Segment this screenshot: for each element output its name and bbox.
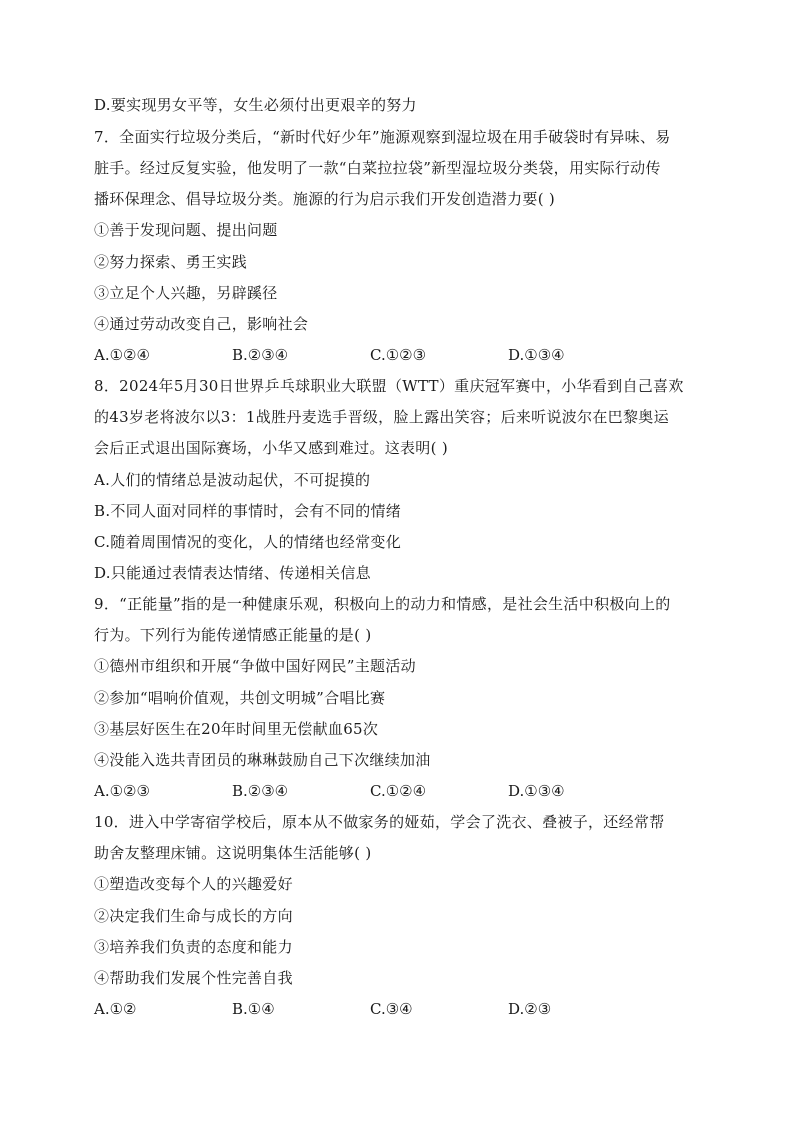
q7-statement-2: ②努力探索、勇王实践 <box>94 253 248 271</box>
prev-option-d: D.要实现男女平等，女生必须付出更艰辛的努力 <box>94 96 417 114</box>
q9-statement-3: ③基层好医生在20年时间里无偿献血65次 <box>94 720 379 738</box>
q9-option-a: A.①②③ <box>94 782 150 800</box>
q8-stem-line-2: 的43岁老将波尔以3：1战胜丹麦选手晋级，脸上露出笑容；后来听说波尔在巴黎奥运 <box>94 408 669 426</box>
q7-stem-line-1: 7．全面实行垃圾分类后，“新时代好少年”施源观察到湿垃圾在用手破袋时有异味、易 <box>94 128 671 146</box>
q7-stem-line-3: 播环保理念、倡导垃圾分类。施源的行为启示我们开发创造潜力要( ) <box>94 190 556 208</box>
q9-stem-line-1: 9．“正能量”指的是一种健康乐观，积极向上的动力和情感，是社会生活中积极向上的 <box>94 595 671 613</box>
q9-statement-2: ②参加“唱响价值观，共创文明城”合唱比赛 <box>94 689 386 707</box>
q7-statement-4: ④通过劳动改变自己，影响社会 <box>94 315 309 333</box>
q10-option-c: C.③④ <box>370 1000 413 1018</box>
q10-statement-1: ①塑造改变每个人的兴趣爱好 <box>94 875 293 893</box>
q8-option-b: B.不同人面对同样的事情时，会有不同的情绪 <box>94 502 402 520</box>
q10-option-b: B.①④ <box>232 1000 275 1018</box>
q10-stem-line-1: 10．进入中学寄宿学校后，原本从不做家务的娅茹，学会了洗衣、叠被子，还经常帮 <box>94 813 665 831</box>
q9-option-c: C.①②④ <box>370 782 427 800</box>
q10-option-a: A.①② <box>94 1000 137 1018</box>
q10-option-d: D.②③ <box>508 1000 552 1018</box>
q10-stem-line-2: 助舍友整理床铺。这说明集体生活能够( ) <box>94 844 372 862</box>
q7-option-c: C.①②③ <box>370 346 427 364</box>
q7-option-a: A.①②④ <box>94 346 150 364</box>
q8-stem-line-3: 会后正式退出国际赛场，小华又感到难过。这表明( ) <box>94 439 448 457</box>
q8-option-d: D.只能通过表情表达情绪、传递相关信息 <box>94 564 371 582</box>
q10-statement-4: ④帮助我们发展个性完善自我 <box>94 969 293 987</box>
q7-option-b: B.②③④ <box>232 346 289 364</box>
q9-statement-1: ①德州市组织和开展“争做中国好网民”主题活动 <box>94 657 416 675</box>
q10-statement-2: ②决定我们生命与成长的方向 <box>94 907 293 925</box>
q8-option-a: A.人们的情绪总是波动起伏，不可捉摸的 <box>94 471 371 489</box>
q10-statement-3: ③培养我们负责的态度和能力 <box>94 938 293 956</box>
q7-option-d: D.①③④ <box>508 346 565 364</box>
q9-option-b: B.②③④ <box>232 782 289 800</box>
q8-stem-line-1: 8．2024年5月30日世界乒乓球职业大联盟（WTT）重庆冠军赛中，小华看到自己喜欢 <box>94 377 684 395</box>
q9-stem-line-2: 行为。下列行为能传递情感正能量的是( ) <box>94 626 372 644</box>
q7-statement-1: ①善于发现问题、提出问题 <box>94 221 278 239</box>
q7-statement-3: ③立足个人兴趣，另辟蹊径 <box>94 284 278 302</box>
q9-statement-4: ④没能入选共青团员的琳琳鼓励自己下次继续加油 <box>94 751 431 769</box>
q9-option-d: D.①③④ <box>508 782 565 800</box>
q7-stem-line-2: 脏手。经过反复实验，他发明了一款“白菜拉拉袋”新型湿垃圾分类袋，用实际行动传 <box>94 159 661 177</box>
q8-option-c: C.随着周围情况的变化，人的情绪也经常变化 <box>94 533 402 551</box>
